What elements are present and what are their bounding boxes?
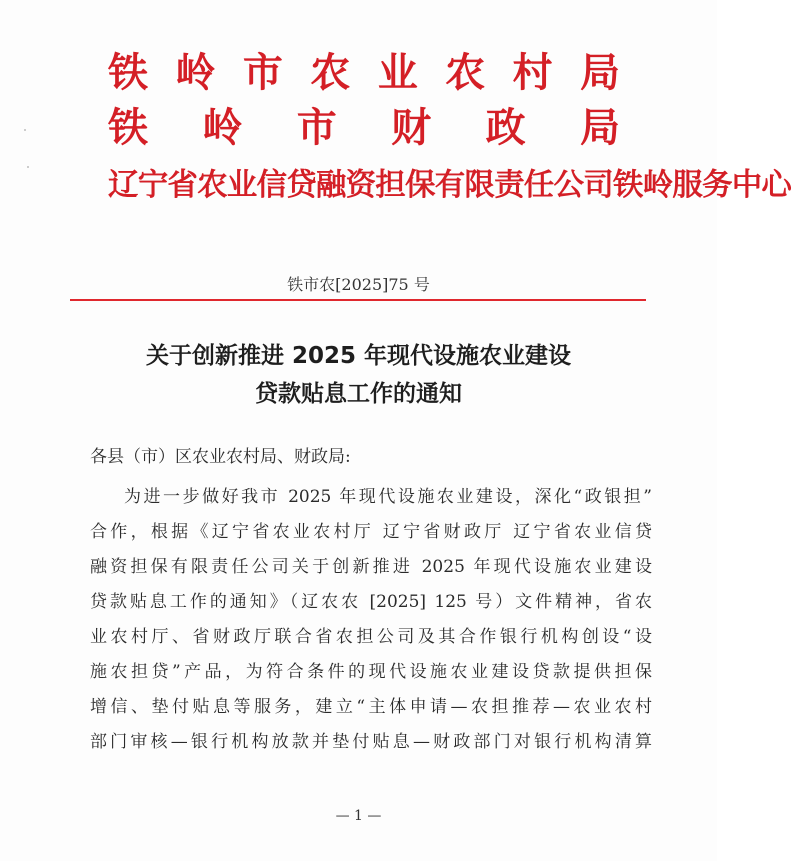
issuer-char: 局 (579, 104, 620, 151)
issuer-char: 岭 (202, 104, 243, 151)
body-line: 施农担贷”产品，为符合条件的现代设施农业建设贷款提供担保 (90, 662, 652, 682)
page-number: — 1 — (335, 808, 382, 824)
scan-speck (27, 166, 29, 168)
document-title-line-2: 贷款贴息工作的通知 (255, 381, 462, 407)
issuer-agriculture-bureau (108, 49, 620, 97)
issuer-char: 村 (512, 49, 553, 96)
issuer-char: 铁 (108, 49, 148, 96)
issuer-char: 业 (377, 49, 418, 96)
issuer-char: 岭 (175, 49, 216, 96)
issuer-char: 市 (242, 49, 283, 96)
issuer-char: 农 (310, 49, 351, 96)
scan-speck (24, 129, 26, 131)
issuer-char: 农 (445, 49, 486, 96)
red-divider-line (70, 299, 646, 301)
issuer-guarantee-center: 辽宁省农业信贷融资担保有限责任公司铁岭服务中心 (108, 167, 791, 203)
body-line: 合作，根据《辽宁省农业农村厅 辽宁省财政厅 辽宁省农业信贷 (90, 522, 652, 542)
addressee: 各县（市）区农业农村局、财政局: (90, 447, 351, 467)
document-number: 铁市农[2025]75 号 (287, 275, 430, 294)
body-line: 业农村厅、省财政厅联合省农担公司及其合作银行机构创设“设 (90, 627, 652, 647)
body-line: 融资担保有限责任公司关于创新推进 2025 年现代设施农业建设 (90, 557, 652, 577)
body-line: 贷款贴息工作的通知》（辽农农 [2025] 125 号）文件精神，省农 (90, 592, 652, 612)
issuer-char: 财 (391, 104, 432, 151)
issuer-char: 局 (579, 49, 620, 96)
document-title-line-1: 关于创新推进 2025 年现代设施农业建设 (145, 343, 572, 369)
body-line: 为进一步做好我市 2025 年现代设施农业建设，深化“政银担” (124, 487, 652, 507)
issuer-char: 市 (296, 104, 337, 151)
issuer-char: 政 (485, 104, 526, 151)
body-line: 增信、垫付贴息等服务，建立“主体申请—农担推荐—农业农村 (90, 697, 652, 717)
body-line: 部门审核—银行机构放款并垫付贴息—财政部门对银行机构清算 (90, 732, 652, 752)
issuer-char: 铁 (108, 104, 148, 151)
issuer-finance-bureau (108, 104, 620, 152)
